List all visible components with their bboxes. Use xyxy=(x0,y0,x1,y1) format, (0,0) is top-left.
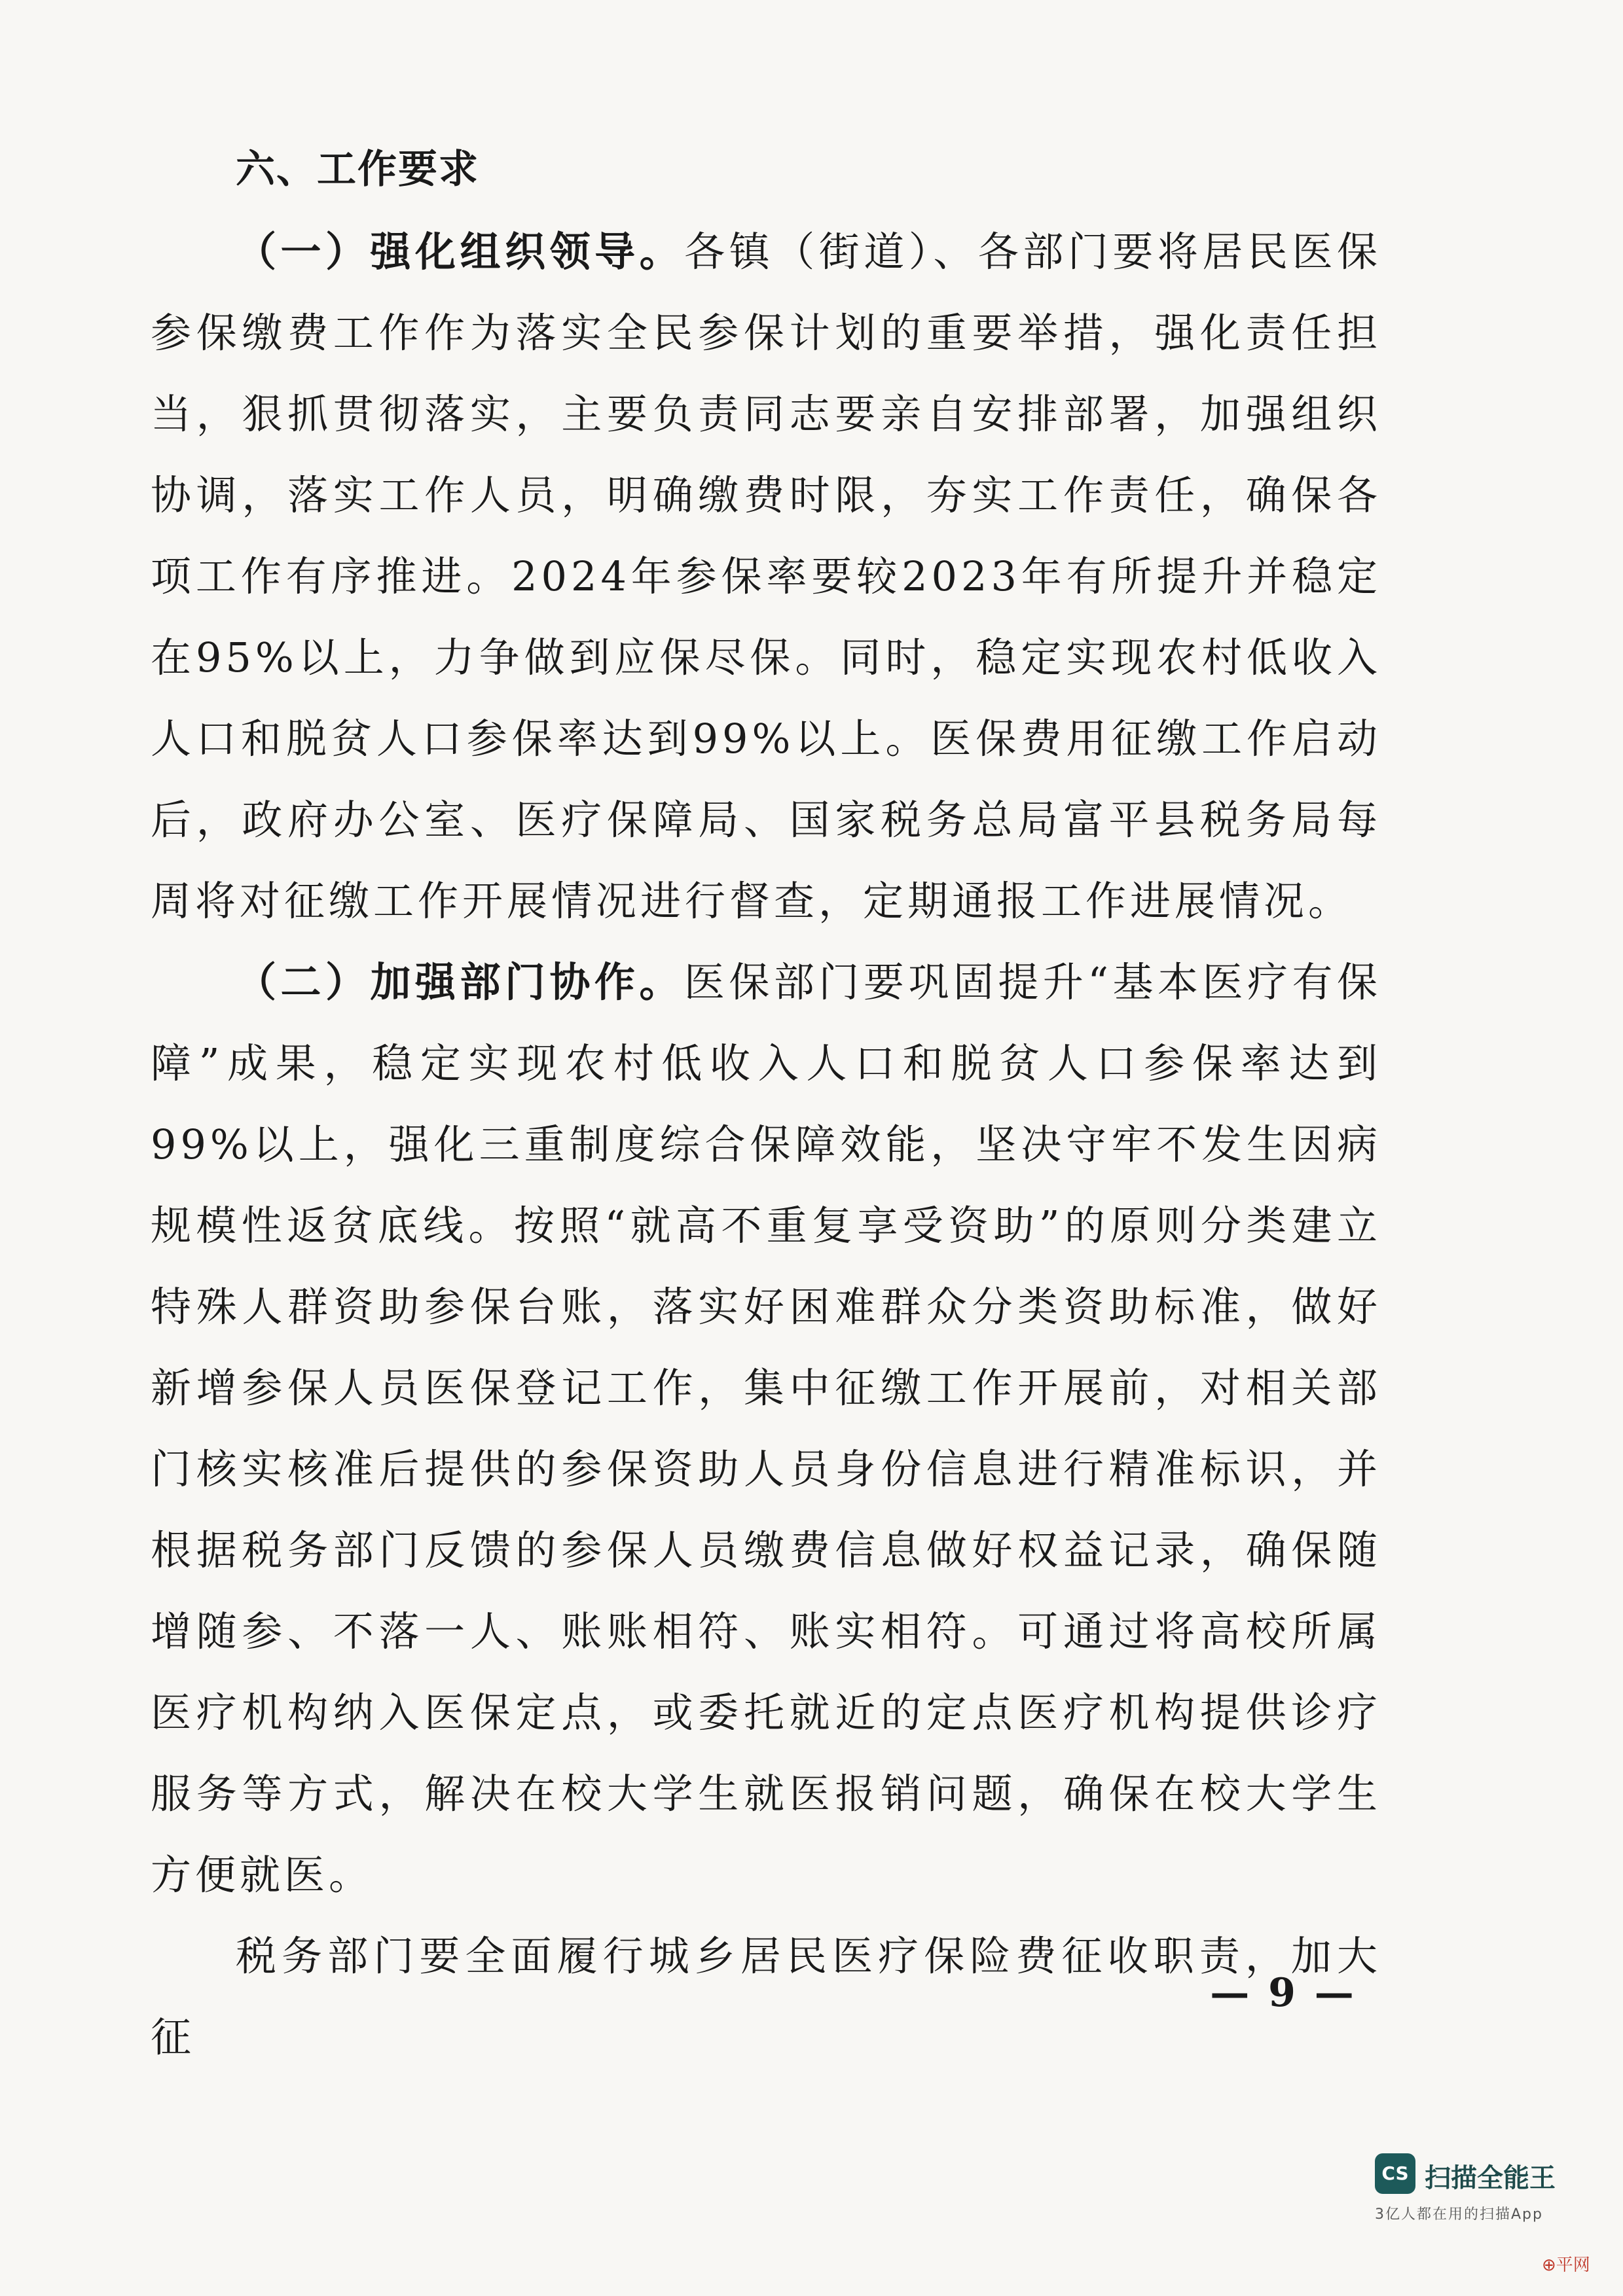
scanner-app-tagline: 3亿人都在用的扫描App xyxy=(1375,2206,1543,2223)
paragraph-3 xyxy=(151,1916,1381,2078)
page-number: — 9 — xyxy=(1210,1970,1357,2016)
paragraph-2-text: 医保部门要巩固提升“基本医疗有保障”成果，稳定实现农村低收入人口和脱贫人口参保率达到99%以上，强化三重制度综合保障效能，坚决守牢不发生因病规模性返贫底线。按照“就高不重复享受资助”的原则分类建立特殊人群资助参保台账，落实好困难群众分类资助标准，做好新增参保人员医保登记工作，集中征缴工作开展前，对相关部门核实核准后提供的参保资助人员身份信息进行精准标识，并根据税务部门反馈的参保人员缴费信息做好权益记录，确保随增随参、不落一人、账账相符、账实相符。可通过将高校所属医疗机构纳入医保定点，或委托就近的定点医疗机构提供诊疗服务等方式，解决在校大学生就医报销问题，确保在校大学生方便就医。 xyxy=(151,958,1381,1899)
site-watermark: ⊕平网 xyxy=(1542,2255,1590,2275)
document-body xyxy=(151,128,1381,2078)
paragraph-2 xyxy=(151,942,1381,1916)
paragraph-1-text: 各镇（街道）、各部门要将居民医保参保缴费工作作为落实全民参保计划的重要举措，强化责任担当，狠抓贯彻落实，主要负责同志要亲自安排部署，加强组织协调，落实工作人员，明确缴费时限，夯实工作责任，确保各项工作有序推进。2024年参保率要较2023年有所提升并稳定在95%以上，力争做到应保尽保。同时，稳定实现农村低收入人口和脱贫人口参保率达到99%以上。医保费用征缴工作启动后，政府办公室、医疗保障局、国家税务总局富平县税务局每周将对征缴工作开展情况进行督查，定期通报工作进展情况。 xyxy=(151,228,1381,925)
paragraph-1-lead: （一）强化组织领导。 xyxy=(236,228,685,276)
section-heading: 六、工作要求 xyxy=(236,147,479,192)
paragraph-1 xyxy=(151,211,1381,942)
scanner-app-name: 扫描全能王 xyxy=(1425,2163,1556,2193)
scanner-logo-icon: CS xyxy=(1375,2153,1415,2194)
paragraph-3-text: 税务部门要全面履行城乡居民医疗保险费征收职责，加大征 xyxy=(151,1932,1381,2061)
scanner-watermark xyxy=(1375,2153,1584,2225)
paragraph-2-lead: （二）加强部门协作。 xyxy=(236,958,684,1006)
